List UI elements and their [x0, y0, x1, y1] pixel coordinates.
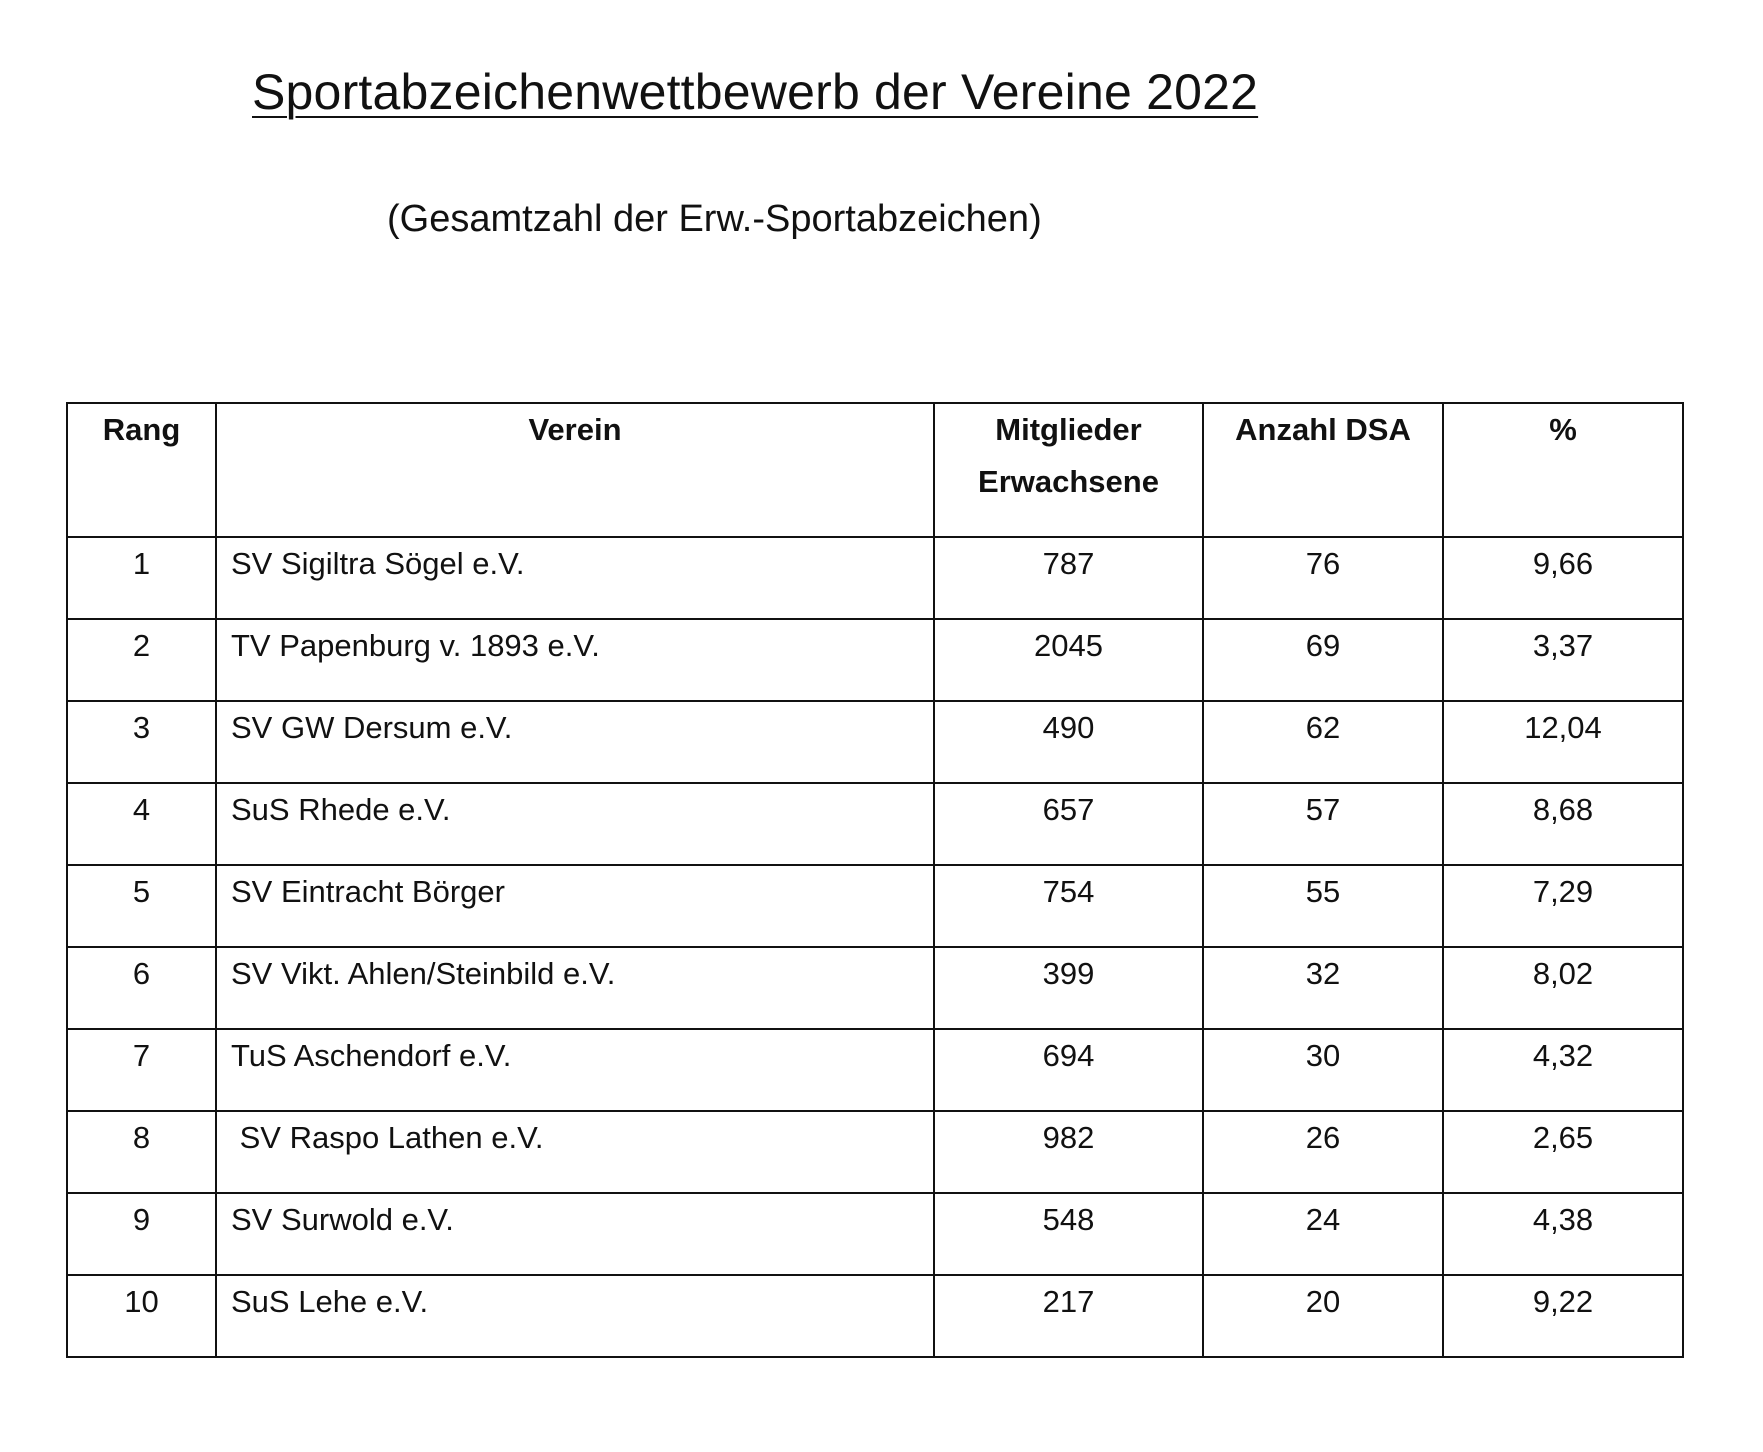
- cell-verein: TV Papenburg v. 1893 e.V.: [216, 619, 934, 701]
- cell-mitglieder: 217: [934, 1275, 1203, 1357]
- cell-prozent: 9,66: [1443, 537, 1683, 619]
- cell-rang: 5: [67, 865, 216, 947]
- cell-rang: 10: [67, 1275, 216, 1357]
- cell-mitglieder: 490: [934, 701, 1203, 783]
- header-mitglieder: [934, 403, 1203, 537]
- ranking-table: [66, 402, 1684, 1358]
- cell-prozent: 9,22: [1443, 1275, 1683, 1357]
- cell-anzahl: 32: [1203, 947, 1443, 1029]
- cell-prozent: 8,02: [1443, 947, 1683, 1029]
- cell-rang: 4: [67, 783, 216, 865]
- cell-prozent: 4,32: [1443, 1029, 1683, 1111]
- cell-mitglieder: 548: [934, 1193, 1203, 1275]
- cell-mitglieder: 787: [934, 537, 1203, 619]
- cell-verein: SV GW Dersum e.V.: [216, 701, 934, 783]
- cell-verein: TuS Aschendorf e.V.: [216, 1029, 934, 1111]
- cell-mitglieder: 399: [934, 947, 1203, 1029]
- table-row: [67, 1193, 1683, 1275]
- table-row: [67, 1111, 1683, 1193]
- cell-anzahl: 76: [1203, 537, 1443, 619]
- table-body: [67, 537, 1683, 1357]
- document-title: Sportabzeichenwettbewerb der Vereine 2022: [252, 64, 1259, 120]
- cell-mitglieder: 754: [934, 865, 1203, 947]
- cell-anzahl: 55: [1203, 865, 1443, 947]
- cell-rang: 1: [67, 537, 216, 619]
- cell-mitglieder: 982: [934, 1111, 1203, 1193]
- table-row: [67, 783, 1683, 865]
- cell-mitglieder: 694: [934, 1029, 1203, 1111]
- header-anzahl: Anzahl DSA: [1203, 403, 1443, 537]
- cell-prozent: 4,38: [1443, 1193, 1683, 1275]
- cell-anzahl: 57: [1203, 783, 1443, 865]
- cell-mitglieder: 657: [934, 783, 1203, 865]
- header-rang: Rang: [67, 403, 216, 537]
- table-header: [67, 403, 1683, 537]
- cell-anzahl: 20: [1203, 1275, 1443, 1357]
- cell-anzahl: 62: [1203, 701, 1443, 783]
- cell-rang: 8: [67, 1111, 216, 1193]
- cell-verein: SuS Rhede e.V.: [216, 783, 934, 865]
- table-row: [67, 701, 1683, 783]
- cell-mitglieder: 2045: [934, 619, 1203, 701]
- cell-rang: 7: [67, 1029, 216, 1111]
- cell-anzahl: 69: [1203, 619, 1443, 701]
- header-verein: Verein: [216, 403, 934, 537]
- table-row: [67, 1275, 1683, 1357]
- cell-verein: SV Eintracht Börger: [216, 865, 934, 947]
- cell-prozent: 2,65: [1443, 1111, 1683, 1193]
- header-prozent: %: [1443, 403, 1683, 537]
- cell-rang: 3: [67, 701, 216, 783]
- header-mitglieder-line1: Mitglieder: [995, 412, 1142, 447]
- cell-verein: SV Raspo Lathen e.V.: [216, 1111, 934, 1193]
- cell-prozent: 3,37: [1443, 619, 1683, 701]
- document-subtitle: (Gesamtzahl der Erw.-Sportabzeichen): [387, 198, 1042, 240]
- header-mitglieder-line2: Erwachsene: [978, 464, 1159, 499]
- cell-rang: 2: [67, 619, 216, 701]
- table-row: [67, 537, 1683, 619]
- table-row: [67, 1029, 1683, 1111]
- cell-rang: 9: [67, 1193, 216, 1275]
- cell-verein: SV Sigiltra Sögel e.V.: [216, 537, 934, 619]
- table-row: [67, 619, 1683, 701]
- cell-anzahl: 26: [1203, 1111, 1443, 1193]
- cell-verein: SV Vikt. Ahlen/Steinbild e.V.: [216, 947, 934, 1029]
- cell-anzahl: 24: [1203, 1193, 1443, 1275]
- table-row: [67, 865, 1683, 947]
- cell-anzahl: 30: [1203, 1029, 1443, 1111]
- cell-prozent: 7,29: [1443, 865, 1683, 947]
- cell-prozent: 12,04: [1443, 701, 1683, 783]
- cell-prozent: 8,68: [1443, 783, 1683, 865]
- header-row: [67, 403, 1683, 537]
- cell-rang: 6: [67, 947, 216, 1029]
- cell-verein: SV Surwold e.V.: [216, 1193, 934, 1275]
- table-row: [67, 947, 1683, 1029]
- cell-verein: SuS Lehe e.V.: [216, 1275, 934, 1357]
